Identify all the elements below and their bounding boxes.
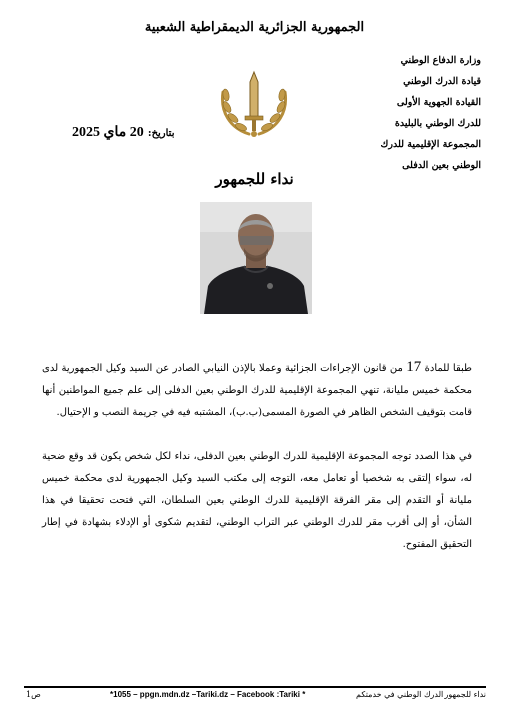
footer [26,690,486,704]
notice-title: نداء للجمهور [215,170,294,188]
ministry-line: الوطني بعين الدفلى [402,160,481,171]
paragraph-2: في هذا الصدد توجه المجموعة الإقليمية للدرك الوطني بعين الدفلى، نداء لكل شخص يكون قد وقع ضحية له، سواء إلتقى به شخصيا أو تعامل معه، التوجه إلى مكتب السيد وكيل الجمهورية لدى محكمة خميس مليانة أو التقدم إلى مقر الفرقة الإقليمية للدرك الوطني بعين السلطان، التي فتحت تحقيقا في هذا الشأن، أو إلى أقرب مقر للدرك الوطني عبر التراب الوطني، لتقديم شكوى أو الإدلاء بشهادة في إطار التحقيق المفتوح. [42,451,472,550]
republic-heading: الجمهورية الجزائرية الديمقراطية الشعبية [144,20,365,35]
ministry-line: القيادة الجهوية الأولى [396,97,481,108]
ministry-line: للدرك الوطني بالبليدة [394,118,481,129]
paragraph-1 [42,356,472,424]
footer-title: نداء للجمهور [444,690,486,699]
footer-slogan: الدرك الوطني في خدمتكم [356,690,444,699]
page-number: ص1 [26,690,41,699]
suspect-photo [200,202,312,314]
ministry-line: المجموعة الإقليمية للدرك [380,139,481,150]
ministry-line: وزارة الدفاع الوطني [400,55,481,66]
paragraph-1-rest: من قانون الإجراءات الجزائية وعملا بالإذن النيابي الصادر عن السيد وكيل الجمهورية لدى محكمة خميس مليانة، تنهي المجموعة الإقليمية للدرك الوطني بعين الدفلى إلى علم جميع المواطنين أنها قامت بتوقيف الشخص الظاهر في الصورة المسمى(ب.ب)، المشتبه فيه في جريمة النصب و الإحتيال. [42,363,472,418]
gendarmerie-emblem-icon [214,68,294,143]
article-number: 17 [406,359,422,375]
ministry-block [336,50,481,176]
ministry-line: قيادة الدرك الوطني [403,76,481,87]
paragraph-1-start: طبقا للمادة [424,363,473,374]
date-label: بتاريخ: [147,128,175,139]
date-value: 20 ماي 2025 [72,125,144,140]
footer-contacts: *1055 – ppgn.mdn.dz –Tariki.dz – Facebook :Tariki * [110,690,306,699]
footer-divider [24,686,486,688]
date-line [72,124,174,141]
